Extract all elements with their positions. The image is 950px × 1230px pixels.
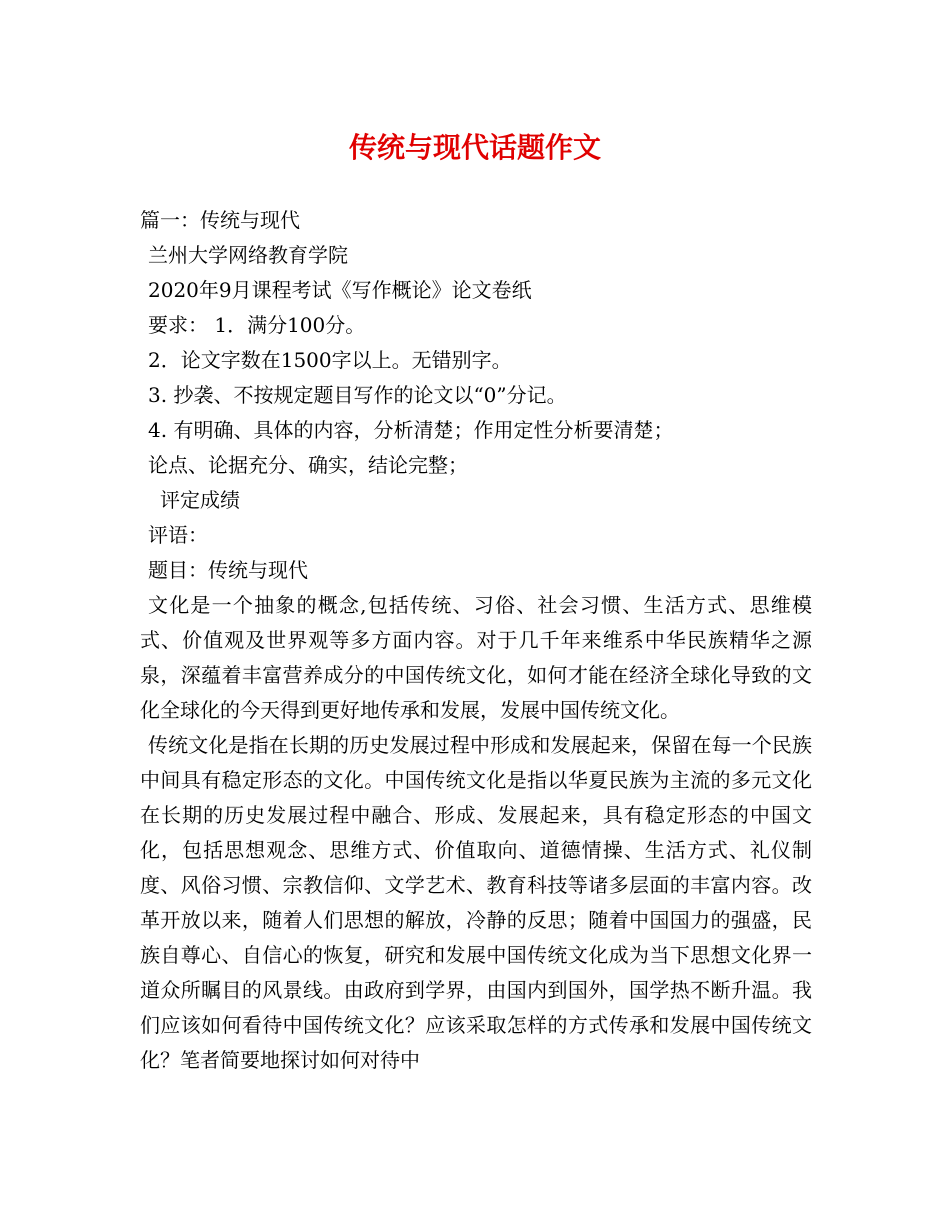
requirement-line-5: 论点、论据充分、确实，结论完整；: [148, 453, 468, 477]
requirement-line-3: 3. 抄袭、不按规定题目写作的论文以“0”分记。: [148, 383, 567, 407]
institution-line: 兰州大学网络教育学院: [148, 243, 348, 267]
essay-body: [140, 588, 812, 1078]
comment-label: 评语：: [148, 523, 208, 547]
requirement-line-1: 要求： 1．满分100分。: [148, 313, 366, 337]
header-block: [140, 203, 820, 588]
essay-paragraph-2: 传统文化是指在长期的历史发展过程中形成和发展起来，保留在每一个民族中间具有稳定形态的文化。中国传统文化是指以华夏民族为主流的多元文化在长期的历史发展过程中融合、形成、发展起来，具有稳定形态的中国文化，包括思想观念、思维方式、价值取向、道德情操、生活方式、礼仪制度、风俗习惯、宗教信仰、文学艺术、教育科技等诸多层面的丰富内容。改革开放以来，随着人们思想的解放，冷静的反思；随着中国国力的强盛，民族自尊心、自信心的恢复，研究和发展中国传统文化成为当下思想文化界一道众所瞩目的风景线。由政府到学界，由国内到国外，国学热不断升温。我们应该如何看待中国传统文化？应该采取怎样的方式传承和发展中国传统文化？笔者简要地探讨如何对待中: [140, 733, 812, 1072]
section-heading: 篇一：传统与现代: [140, 208, 300, 232]
requirement-line-4: 4. 有明确、具体的内容，分析清楚；作用定性分析要清楚；: [148, 418, 674, 442]
document-title: 传统与现代话题作文: [348, 131, 601, 164]
grade-label: 评定成绩: [160, 488, 240, 512]
essay-topic-line: 题目：传统与现代: [148, 558, 308, 582]
essay-paragraph-1: 文化是一个抽象的概念,包括传统、习俗、社会习惯、生活方式、思维模式、价值观及世界观等多方面内容。对于几千年来维系中华民族精华之源泉，深蕴着丰富营养成分的中国传统文化，如何才能在经济全球化导致的文化全球化的今天得到更好地传承和发展，发展中国传统文化。: [140, 593, 812, 722]
exam-title-line: 2020年9月课程考试《写作概论》论文卷纸: [148, 278, 532, 302]
requirement-line-2: 2．论文字数在1500字以上。无错别字。: [148, 348, 512, 372]
